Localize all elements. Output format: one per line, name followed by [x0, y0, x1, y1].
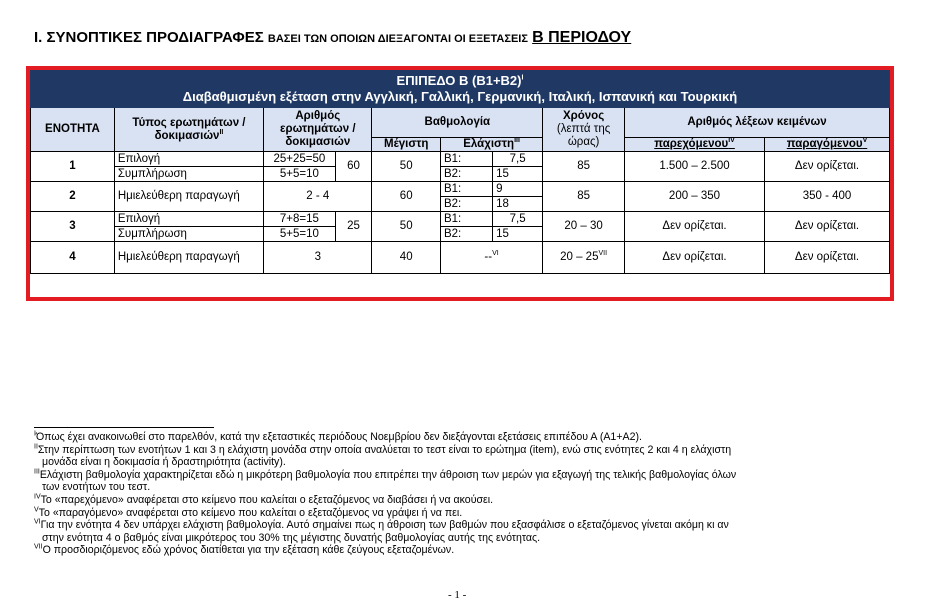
col-time: Χρόνος (λεπτά της ώρας)	[543, 108, 625, 152]
footnote-6: $^{VI}$Για την ενότητα 4 δεν υπάρχει ελάχιστη βαθμολογία. Αυτό σημαίνει πως η άθροιση των βαθμών που εξασφάλισε ο εξεταζόμενος γίνεται ακόμη κι αν	[34, 518, 729, 532]
specs-table	[30, 70, 890, 274]
table-row: 2 Ημιελεύθερη παραγωγή 2 - 4 60 Β1: 9 85 200 – 350 350 - 400	[31, 182, 890, 197]
footnote-6-cont: στην ενότητα 4 ο βαθμός είναι μικρότερος του 30% της μέγιστης δυνατής βαθμολογίας αυτής της ενότητας.	[42, 531, 541, 544]
level-subtitle: Διαβαθμισμένη εξέταση στην Αγγλική, Γαλλική, Γερμανική, Ιταλική, Ισπανική και Τουρκική	[182, 89, 738, 104]
col-given: παρεχόμενου$^{IV}$	[624, 138, 764, 152]
level-title: ΕΠΙΠΕΔΟ Β (Β1+Β2)	[396, 73, 522, 88]
col-max: Μέγιστη	[372, 138, 441, 152]
footnote-4: $^{IV}$Το «παρεχόμενο» αναφέρεται στο κείμενο που καλείται ο εξεταζόμενος να διαβάσει ή να ακούσει.	[34, 493, 494, 506]
col-words: Αριθμός λέξεων κειμένων	[624, 108, 889, 138]
footnote-3: $^{III}$Ελάχιστη βαθμολογία χαρακτηρίζεται εδώ η μικρότερη βαθμολογία που επιτρέπει την άθροιση των μερών για εξαγωγή της τελικής βαθμολογίας όλων	[34, 468, 737, 481]
footnote-7: $^{VII}$Ο προσδιοριζόμενος εδώ χρόνος διατίθεται για την εξέταση κάθε ζεύγους εξεταζομένων.	[34, 543, 455, 557]
col-type: Τύπος ερωτημάτων / δοκιμασιών$^{II}$	[114, 108, 263, 152]
page-number: - 1 -	[448, 589, 467, 601]
col-min: Ελάχιστη$^{III}$	[440, 138, 542, 152]
footnote-5: $^V$Το «παραγόμενο» αναφέρεται στο κείμενο που καλείται ο εξεταζόμενος να γράψει ή να πει.	[34, 506, 463, 519]
footnote-2: $^{II}$Στην περίπτωση των ενοτήτων 1 και 3 η ελάχιστη μονάδα στην οποία αναλύεται το τεστ είναι το ερώτημα (item), ενώ στις ενότητες 2 και 4 η ελάχιστη	[34, 443, 732, 456]
footnotes	[34, 431, 884, 557]
footnote-3-cont: των ενοτήτων του τεστ.	[42, 481, 151, 494]
col-count: Αριθμός ερωτημάτων / δοκιμασιών	[264, 108, 372, 152]
heading-main: I. ΣΥΝΟΠΤΙΚΕΣ ΠΡΟΔΙΑΓΡΑΦΕΣ	[34, 29, 264, 46]
col-unit: ΕΝΟΤΗΤΑ	[31, 108, 115, 152]
table-row: Συμπλήρωση 5+5=10 Β2: 15	[31, 167, 890, 182]
table-row: 1 Επιλογή 25+25=50 60 50 Β1: 7,5 85 1.500 – 2.500 Δεν ορίζεται.	[31, 152, 890, 167]
level-header-row: ΕΠΙΠΕΔΟ Β $(B1+B2)^I$ Διαβαθμισμένη εξέταση στην Αγγλική, Γαλλική, Γερμανική, Ιταλική, Ισπανική και Τουρκική	[31, 71, 890, 108]
footnote-1: $^I$Όπως έχει ανακοινωθεί στο παρελθόν, κατά την εξεταστικές περιόδους Νοεμβρίου δεν διεξάγονται εξετάσεις επιπέδου Α (Α1+Α2).	[34, 430, 642, 443]
page-heading	[34, 29, 631, 47]
table-row: 4 Ημιελεύθερη παραγωγή 3 40 --$^{VI}$ $20 - 25^{VII}$ Δεν ορίζεται. Δεν ορίζεται.	[31, 242, 890, 274]
footnote-2-cont: μονάδα είναι η δοκιμασία ή δραστηριότητα (activity).	[42, 456, 286, 469]
col-grading: Βαθμολογία	[372, 108, 543, 138]
heading-small: ΒΑΣΕΙ ΤΩΝ ΟΠΟΙΩΝ ΔΙΕΞΑΓΟΝΤΑΙ ΟΙ ΕΞΕΤΑΣΕΙΣ	[267, 33, 528, 45]
header-row	[31, 108, 890, 138]
footnote-separator	[34, 427, 214, 428]
col-produced: παραγόμενου$^V$	[765, 138, 890, 152]
table-row: Συμπλήρωση 5+5=10 Β2: 15	[31, 227, 890, 242]
heading-period: Β ΠΕΡΙΟΔΟΥ	[532, 29, 632, 46]
table-row: 3 Επιλογή 7+8=15 25 50 Β1: 7,5 20 – 30 Δεν ορίζεται. Δεν ορίζεται.	[31, 212, 890, 227]
table-row: Β2: 18	[31, 197, 890, 212]
